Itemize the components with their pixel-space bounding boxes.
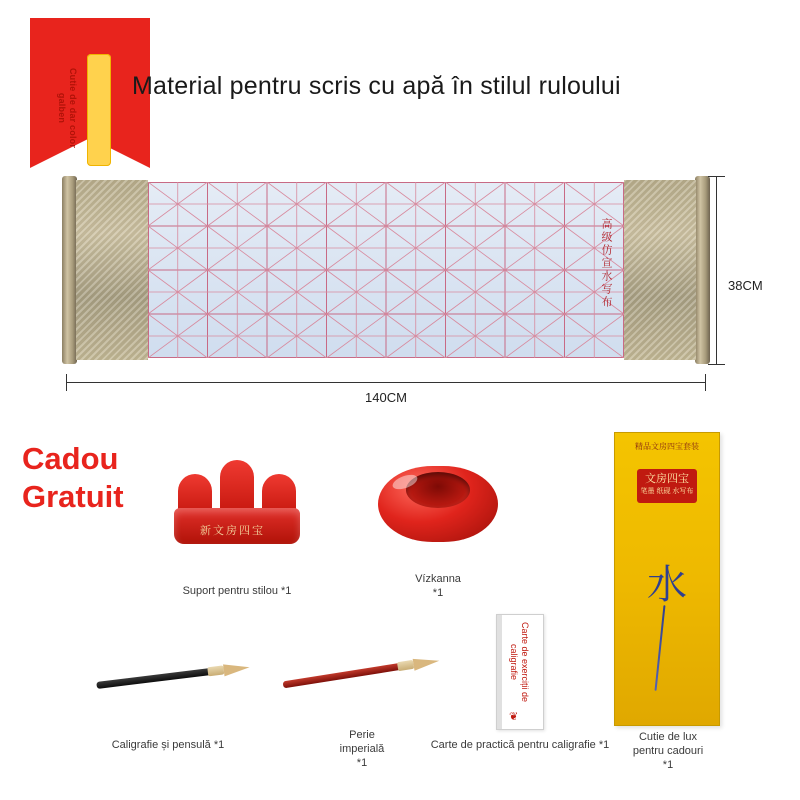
ribbon-chip-label: Cutie de dar color galben (57, 67, 78, 149)
dimension-height-label: 38CM (728, 278, 763, 293)
imperial-brush-tip (413, 655, 441, 671)
practice-book-stamp: ❦ (509, 711, 519, 723)
cloth-vertical-text: 高级仿宣水写布 (600, 218, 612, 309)
gift-box-brushstroke (655, 605, 666, 691)
gift-box-seal-main: 文房四宝 (645, 473, 689, 485)
water-writing-cloth (148, 182, 624, 358)
brush-rest (172, 462, 302, 544)
brush-rest-engraving: 新文房四宝 (200, 525, 265, 537)
gift-box-seal-sub: 笔墨 纸砚 水写布 (640, 488, 694, 495)
water-pot-caption-line2: *1 (432, 587, 444, 599)
water-pot-caption (370, 572, 506, 600)
imperial-brush-ferrule (397, 660, 414, 671)
calligraphy-brush (96, 658, 260, 692)
scroll-mat (62, 176, 710, 364)
scroll-brocade-left (76, 180, 148, 360)
gift-box-top-text: 精品文房四宝套装 (635, 442, 699, 451)
imperial-brush (282, 651, 454, 692)
gift-box-caption-line2: pentru cadouri (632, 745, 704, 757)
gift-box-seal (637, 469, 697, 503)
calligraphy-brush-handle (96, 668, 214, 689)
gift-headline (22, 440, 182, 516)
practice-book-label: Carte de exerciții de caligrafie (509, 621, 530, 703)
calligraphy-brush-caption: Caligrafie și pensulă *1 (111, 739, 225, 751)
brush-rest-caption: Suport pentru stilou *1 (182, 585, 292, 597)
practice-book (496, 614, 544, 730)
water-pot-caption-line1: Vízkanna (415, 573, 461, 585)
dimension-width-label: 140CM (365, 390, 407, 405)
dimension-cap-right (705, 374, 706, 391)
luxury-gift-box (614, 432, 720, 726)
imperial-brush-caption-line2: imperială (339, 743, 385, 755)
grid-lines-icon (148, 182, 624, 358)
gift-box-caption-line3: *1 (662, 759, 674, 771)
imperial-brush-caption-line1: Perie (349, 729, 375, 741)
dimension-line-width (66, 382, 705, 383)
imperial-brush-caption (302, 728, 422, 770)
calligraphy-brush-ferrule (207, 665, 224, 676)
imperial-brush-handle (283, 662, 405, 688)
brush-rest-base (174, 508, 300, 544)
practice-book-spine (497, 615, 502, 729)
gift-headline-line2: Gratuit (22, 479, 124, 514)
dimension-line-height (716, 176, 717, 364)
scroll-brocade-right (624, 180, 696, 360)
water-pot (378, 458, 498, 546)
calligraphy-brush-tip (223, 661, 250, 676)
scroll-roller-left (62, 176, 77, 364)
gift-box-caption-line1: Cutie de lux (638, 731, 698, 743)
gift-headline-line1: Cadou (22, 441, 119, 476)
gift-box-glyph: 水 (647, 562, 687, 608)
gift-box-caption (610, 730, 726, 772)
imperial-brush-caption-line3: *1 (356, 757, 368, 769)
scroll-roller-right (695, 176, 710, 364)
page-title: Material pentru scris cu apă în stilul ruloului (132, 72, 621, 100)
dimension-cap-bottom (708, 364, 725, 365)
practice-book-caption: Carte de practică pentru caligrafie *1 (430, 739, 610, 751)
ribbon-chip (87, 54, 111, 166)
